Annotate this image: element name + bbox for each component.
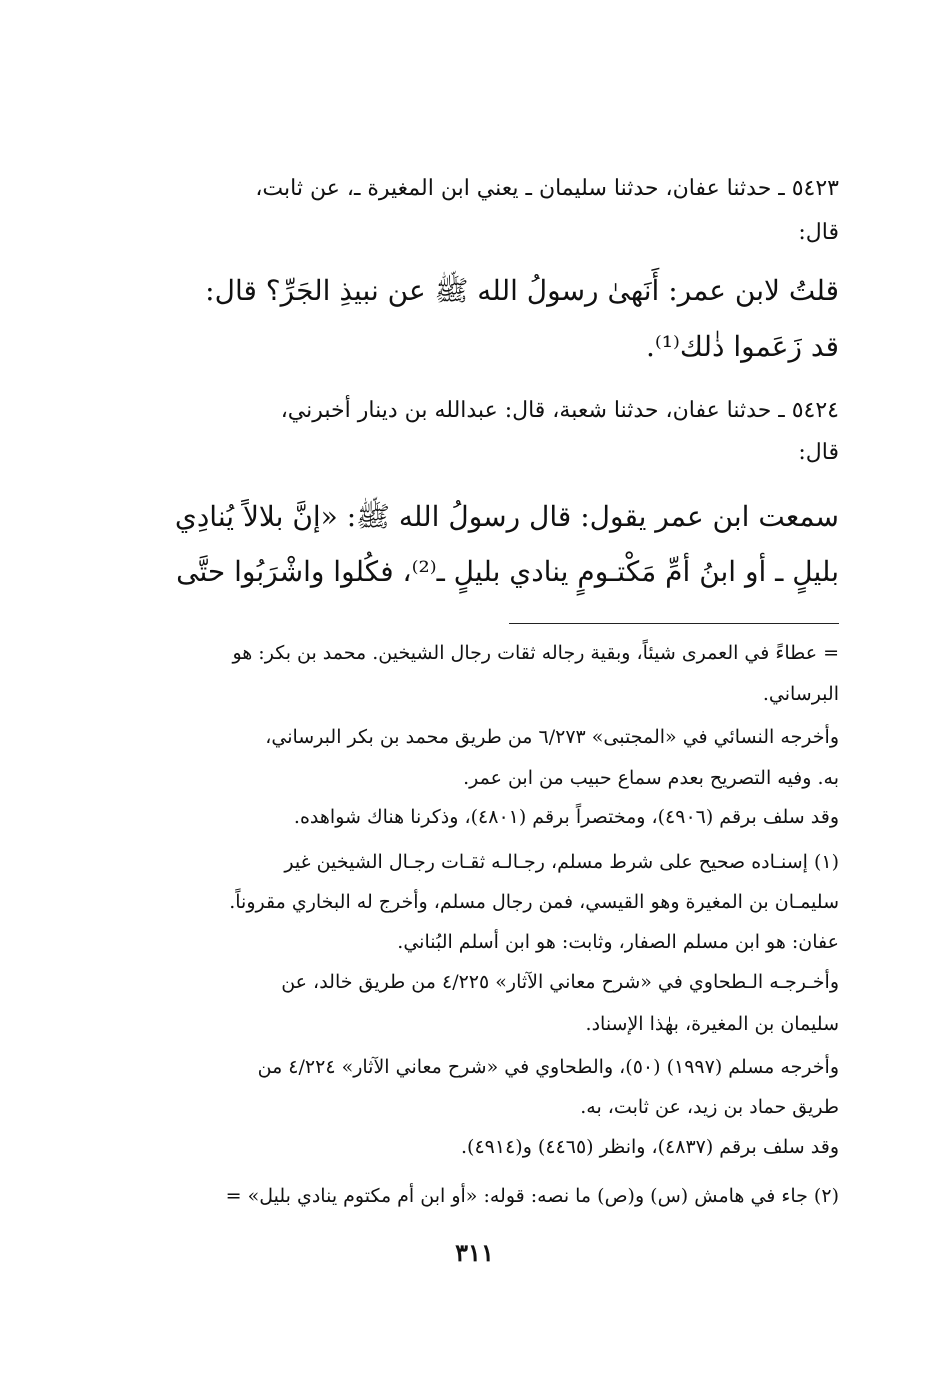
footnote-1-line: سليمـان بن المغيرة وهو القيسي، فمن رجال مسلم، وأخرج له البخاري مقروناً. [229,891,839,913]
footnote-line: به. وفيه التصريح بعدم سماع حبيب من ابن عمر. [463,767,839,789]
hadith-5423-isnad-line-1: ٥٤٢٣ ـ حدثنا عفان، حدثنا سليمان ـ يعني ابن المغيرة ـ، عن ثابت، [255,176,839,201]
footnote-line: وأخرجه النسائي في «المجتبى» ٦/٢٧٣ من طريق محمد بن بكر البرساني، [265,726,839,748]
footnote-1-line: وقد سلف برقم (٤٨٣٧)، وانظر (٤٤٦٥) و(٤٩١٤). [461,1136,839,1158]
footnote-1-line: وأخـرجـه الـطحاوي في «شرح معاني الآثار» ٤/٢٢٥ من طريق خالد، عن [281,971,839,993]
footnote-line: البرساني. [762,683,839,705]
hadith-5424-isnad-line-1: ٥٤٢٤ ـ حدثنا عفان، حدثنا شعبة، قال: عبدالله بن دينار أخبرني، [280,398,839,423]
footnote-1-line: (١) إسنـاده صحيح على شرط مسلم، رجـالـه ثقـات رجـال الشيخين غير [284,851,839,873]
page-number: ٣١١ [455,1238,494,1267]
hadith-5424-isnad-line-2: قال: [798,440,839,465]
footnote-line: وقد سلف برقم (٤٩٠٦)، ومختصراً برقم (٤٨٠١)، وذكرنا هناك شواهده. [293,806,839,828]
hadith-5423-matn-line-1: قلتُ لابن عمر: أَنَهىٰ رسولُ الله ﷺ عن نبيذِ الجَرِّ؟ قال: [205,274,839,307]
footnote-1-line: وأخرجه مسلم (١٩٩٧) (٥٠)، والطحاوي في «شرح معاني الآثار» ٤/٢٢٤ من [257,1056,839,1078]
footnote-1-line: عفان: هو ابن مسلم الصفار، وثابت: هو ابن أسلم البُناني. [397,931,839,953]
hadith-5424-matn-line-1: سمعت ابن عمر يقول: قال رسولُ الله ﷺ: «إنَّ بلالاً يُنادِي [174,500,839,533]
footnote-line: = عطاءً في العمرى شيئاً، وبقية رجاله ثقات رجال الشيخين. محمد بن بكر: هو [232,642,839,664]
footnote-separator [509,623,839,624]
footnote-1-line: طريق حماد بن زيد، عن ثابت، به. [580,1096,839,1118]
footnote-2-line: (٢) جاء في هامش (س) و(ص) ما نصه: قوله: «أو ابن أم مكتوم ينادي بليل» = [225,1185,839,1207]
hadith-5424-matn-line-2: بليلٍ ـ أو ابنُ أمِّ مَكْتـومٍ ينادي بليلٍ ـ⁽²⁾، فكُلوا واشْرَبُوا حتَّى [176,555,839,588]
hadith-5423-matn-line-2: قد زَعَموا ذٰلك⁽¹⁾. [645,330,839,363]
hadith-5423-isnad-line-2: قال: [798,220,839,245]
footnote-1-line: سليمان بن المغيرة، بهٰذا الإسناد. [585,1013,839,1035]
